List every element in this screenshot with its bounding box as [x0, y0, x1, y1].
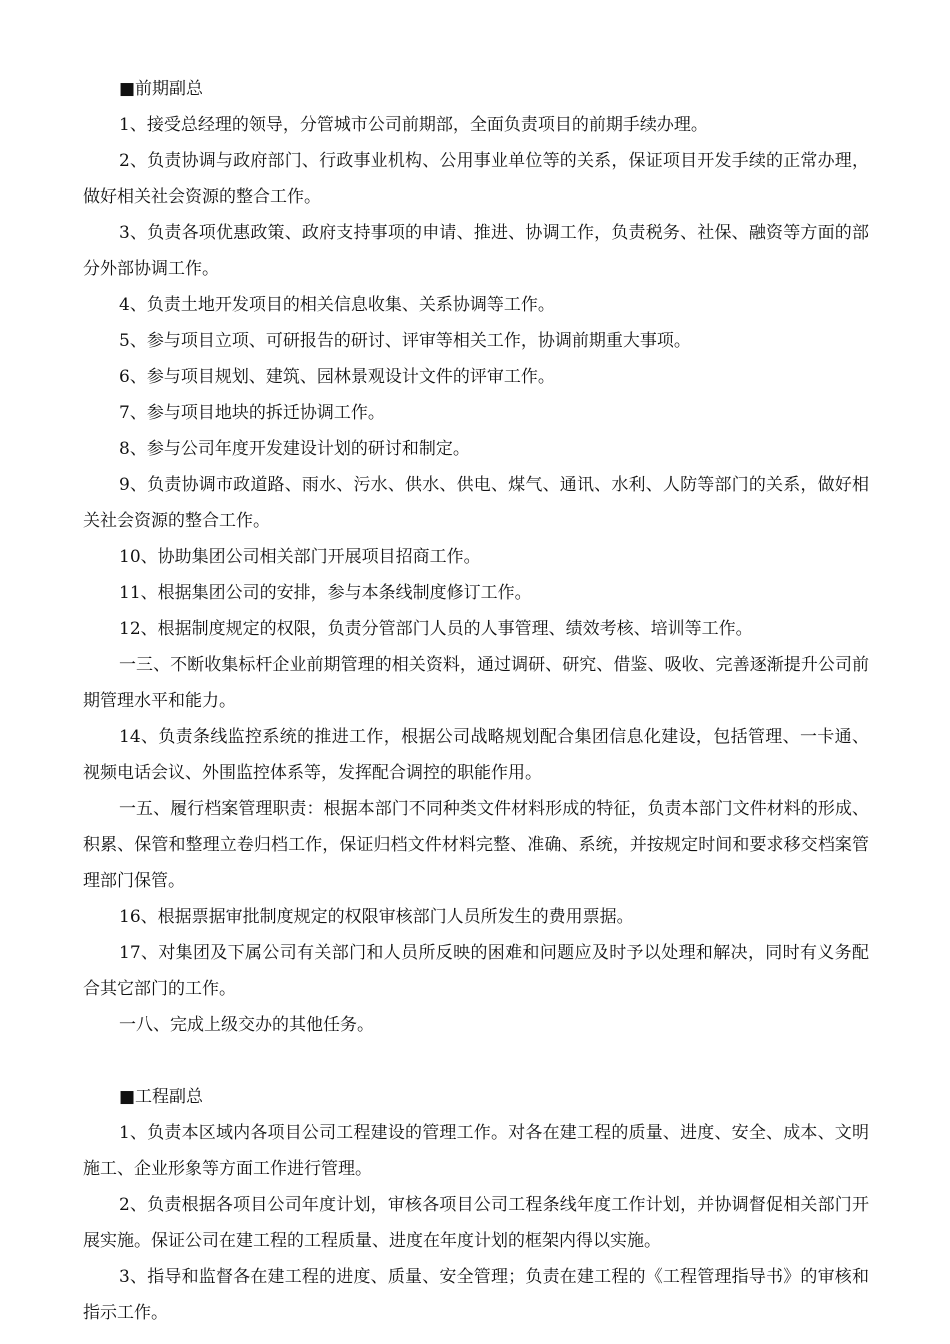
list-item: 一三、不断收集标杆企业前期管理的相关资料，通过调研、研究、借鉴、吸收、完善逐渐提升公司前期管理水平和能力。 — [83, 655, 869, 711]
section-spacer — [83, 1043, 869, 1079]
list-item: 1、接受总经理的领导，分管城市公司前期部，全面负责项目的前期手续办理。 — [119, 115, 708, 135]
list-item: 5、参与项目立项、可研报告的研讨、评审等相关工作，协调前期重大事项。 — [119, 331, 691, 351]
list-item: 1、负责本区域内各项目公司工程建设的管理工作。对各在建工程的质量、进度、安全、成本、文明施工、企业形象等方面工作进行管理。 — [83, 1123, 869, 1179]
section-heading-preliminary: ■前期副总 — [119, 79, 204, 99]
list-item: 8、参与公司年度开发建设计划的研讨和制定。 — [119, 439, 470, 459]
list-item: 6、参与项目规划、建筑、园林景观设计文件的评审工作。 — [119, 367, 555, 387]
list-item: 9、负责协调市政道路、雨水、污水、供水、供电、煤气、通讯、水利、人防等部门的关系，做好相关社会资源的整合工作。 — [83, 475, 869, 531]
list-item: 一八、完成上级交办的其他任务。 — [119, 1015, 374, 1035]
list-item: 17、对集团及下属公司有关部门和人员所反映的困难和问题应及时予以处理和解决，同时有义务配合其它部门的工作。 — [83, 943, 869, 999]
list-item: 11、根据集团公司的安排，参与本条线制度修订工作。 — [119, 583, 532, 603]
list-item: 3、指导和监督各在建工程的进度、质量、安全管理；负责在建工程的《工程管理指导书》的审核和指示工作。 — [83, 1267, 869, 1323]
section-heading-engineering: ■工程副总 — [119, 1087, 204, 1107]
list-item: 14、负责条线监控系统的推进工作，根据公司战略规划配合集团信息化建设，包括管理、一卡通、视频电话会议、外围监控体系等，发挥配合调控的职能作用。 — [83, 727, 869, 783]
list-item: 7、参与项目地块的拆迁协调工作。 — [119, 403, 385, 423]
list-item: 16、根据票据审批制度规定的权限审核部门人员所发生的费用票据。 — [119, 907, 634, 927]
list-item: 3、负责各项优惠政策、政府支持事项的申请、推进、协调工作，负责税务、社保、融资等方面的部分外部协调工作。 — [83, 223, 869, 279]
list-item: 2、负责根据各项目公司年度计划，审核各项目公司工程条线年度工作计划，并协调督促相关部门开展实施。保证公司在建工程的工程质量、进度在年度计划的框架内得以实施。 — [83, 1195, 869, 1251]
list-item: 4、负责土地开发项目的相关信息收集、关系协调等工作。 — [119, 295, 555, 315]
document-page — [83, 71, 869, 1331]
list-item: 一五、履行档案管理职责：根据本部门不同种类文件材料形成的特征，负责本部门文件材料的形成、积累、保管和整理立卷归档工作，保证归档文件材料完整、准确、系统，并按规定时间和要求移交档案管理部门保管。 — [83, 799, 869, 891]
list-item: 10、协助集团公司相关部门开展项目招商工作。 — [119, 547, 481, 567]
list-item: 2、负责协调与政府部门、行政事业机构、公用事业单位等的关系，保证项目开发手续的正常办理，做好相关社会资源的整合工作。 — [83, 151, 869, 207]
list-item: 12、根据制度规定的权限，负责分管部门人员的人事管理、绩效考核、培训等工作。 — [119, 619, 753, 639]
